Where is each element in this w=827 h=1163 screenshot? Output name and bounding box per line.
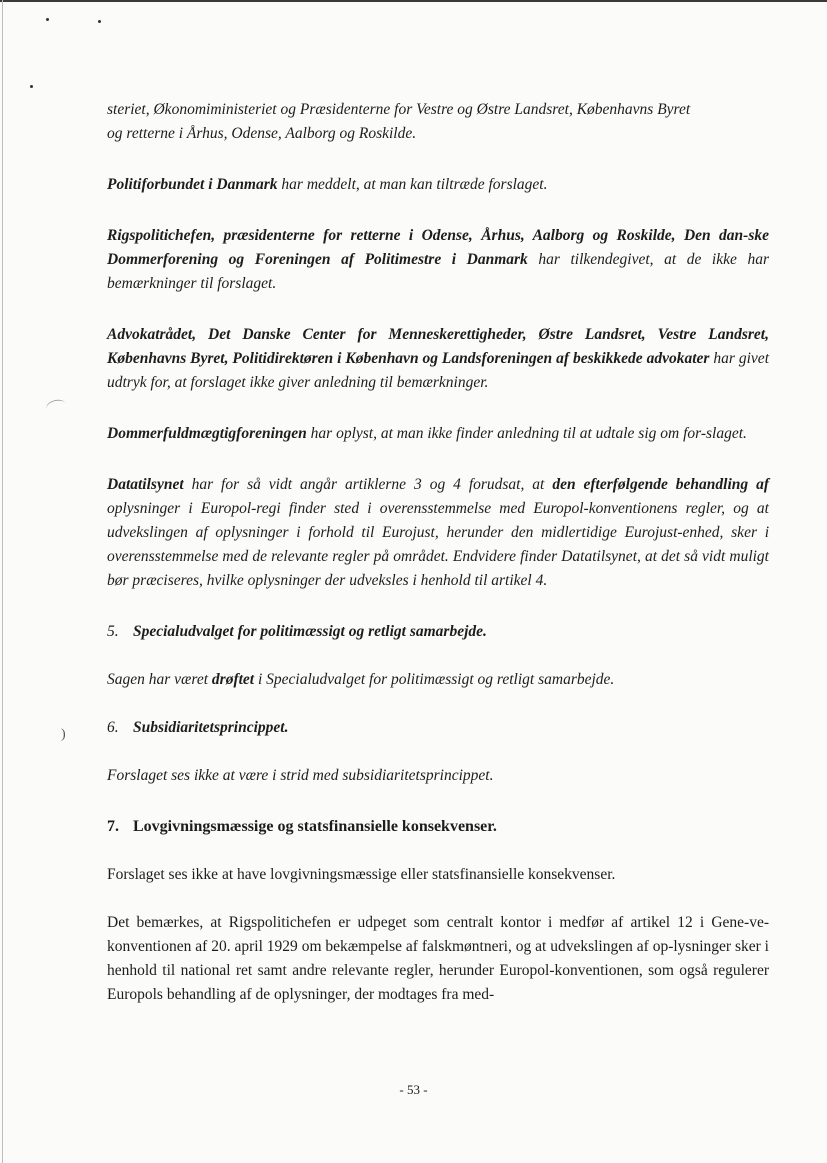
section-heading-6: 6. Subsidiaritetsprincippet.	[107, 719, 289, 736]
scan-mark: )	[61, 727, 66, 742]
scan-speck	[98, 20, 101, 23]
page-left-edge	[2, 0, 3, 1163]
scan-speck	[46, 18, 49, 21]
paragraph-continuation: steriet, Økonomiministeriet og Præsidenterne for Vestre og Østre Landsret, Københavns Byret og retterne i Århus, Odense, Aalborg og Roskilde.	[107, 101, 691, 142]
paragraph-rigspolitichefen: Rigspolitichefen, præsidenterne for retterne i Odense, Århus, Aalborg og Roskilde, Den dan-ske Dommerforening og Foreningen af Politimestre i Danmark har tilkendegivet, at de ikke har bemærkninger til forslaget.	[107, 227, 769, 292]
scan-speck	[30, 85, 33, 88]
paragraph-dommerfuldmaegtig: Dommerfuldmægtigforeningen har oplyst, at man ikke finder anledning til at udtale sig om for-slaget.	[107, 425, 747, 442]
paragraph-politiforbundet: Politiforbundet i Danmark har meddelt, at man kan tiltræde forslaget.	[107, 176, 548, 193]
page-number: - 53 -	[399, 1082, 428, 1097]
paragraph-subsidiaritet: Forslaget ses ikke at være i strid med subsidiaritetsprincippet.	[107, 767, 494, 784]
section-heading-5: 5. Specialudvalget for politimæssigt og retligt samarbejde.	[107, 623, 487, 640]
paragraph-advokatraadet: Advokatrådet, Det Danske Center for Menneskerettigheder, Østre Landsret, Vestre Landsret, Københavns Byret, Politidirektøren i København og Landsforeningen af beskikkede advokater har givet udtryk for, at forslaget ikke giver anledning til bemærkninger.	[107, 326, 769, 391]
document-body	[107, 98, 769, 1007]
paragraph-bemaerkes: Det bemærkes, at Rigspolitichefen er udpeget som centralt kontor i medfør af artikel 12 i Gene-ve-konventionen af 20. april 1929 om bekæmpelse af falskmøntneri, og at udvekslingen af op-lysninger sker i henhold til national ret samt andre relevante regler, herunder Europol-konventionen, som også regulerer Europols behandling af de oplysninger, der modtages fra med-	[107, 914, 769, 1003]
paragraph-konsekvenser: Forslaget ses ikke at have lovgivningsmæssige eller statsfinansielle konsekvenser.	[107, 866, 616, 883]
section-heading-7: 7. Lovgivningsmæssige og statsfinansielle konsekvenser.	[107, 818, 497, 835]
page-top-edge	[0, 0, 827, 2]
paragraph-specialudvalget: Sagen har været drøftet i Specialudvalget for politimæssigt og retligt samarbejde.	[107, 671, 615, 688]
scan-mark	[45, 398, 68, 416]
paragraph-datatilsynet: Datatilsynet har for så vidt angår artiklerne 3 og 4 forudsat, at den efterfølgende behandling af oplysninger i Europol-regi finder sted i overensstemmelse med Europol-konventionens regler, og at udvekslingen af oplysninger i forhold til Eurojust, herunder den midlertidige Eurojust-enhed, sker i overensstemmelse med de relevante regler på området. Endvidere finder Datatilsynet, at det så vidt muligt bør præciseres, hvilke oplysninger der udveksles i henhold til artikel 4.	[107, 476, 769, 589]
